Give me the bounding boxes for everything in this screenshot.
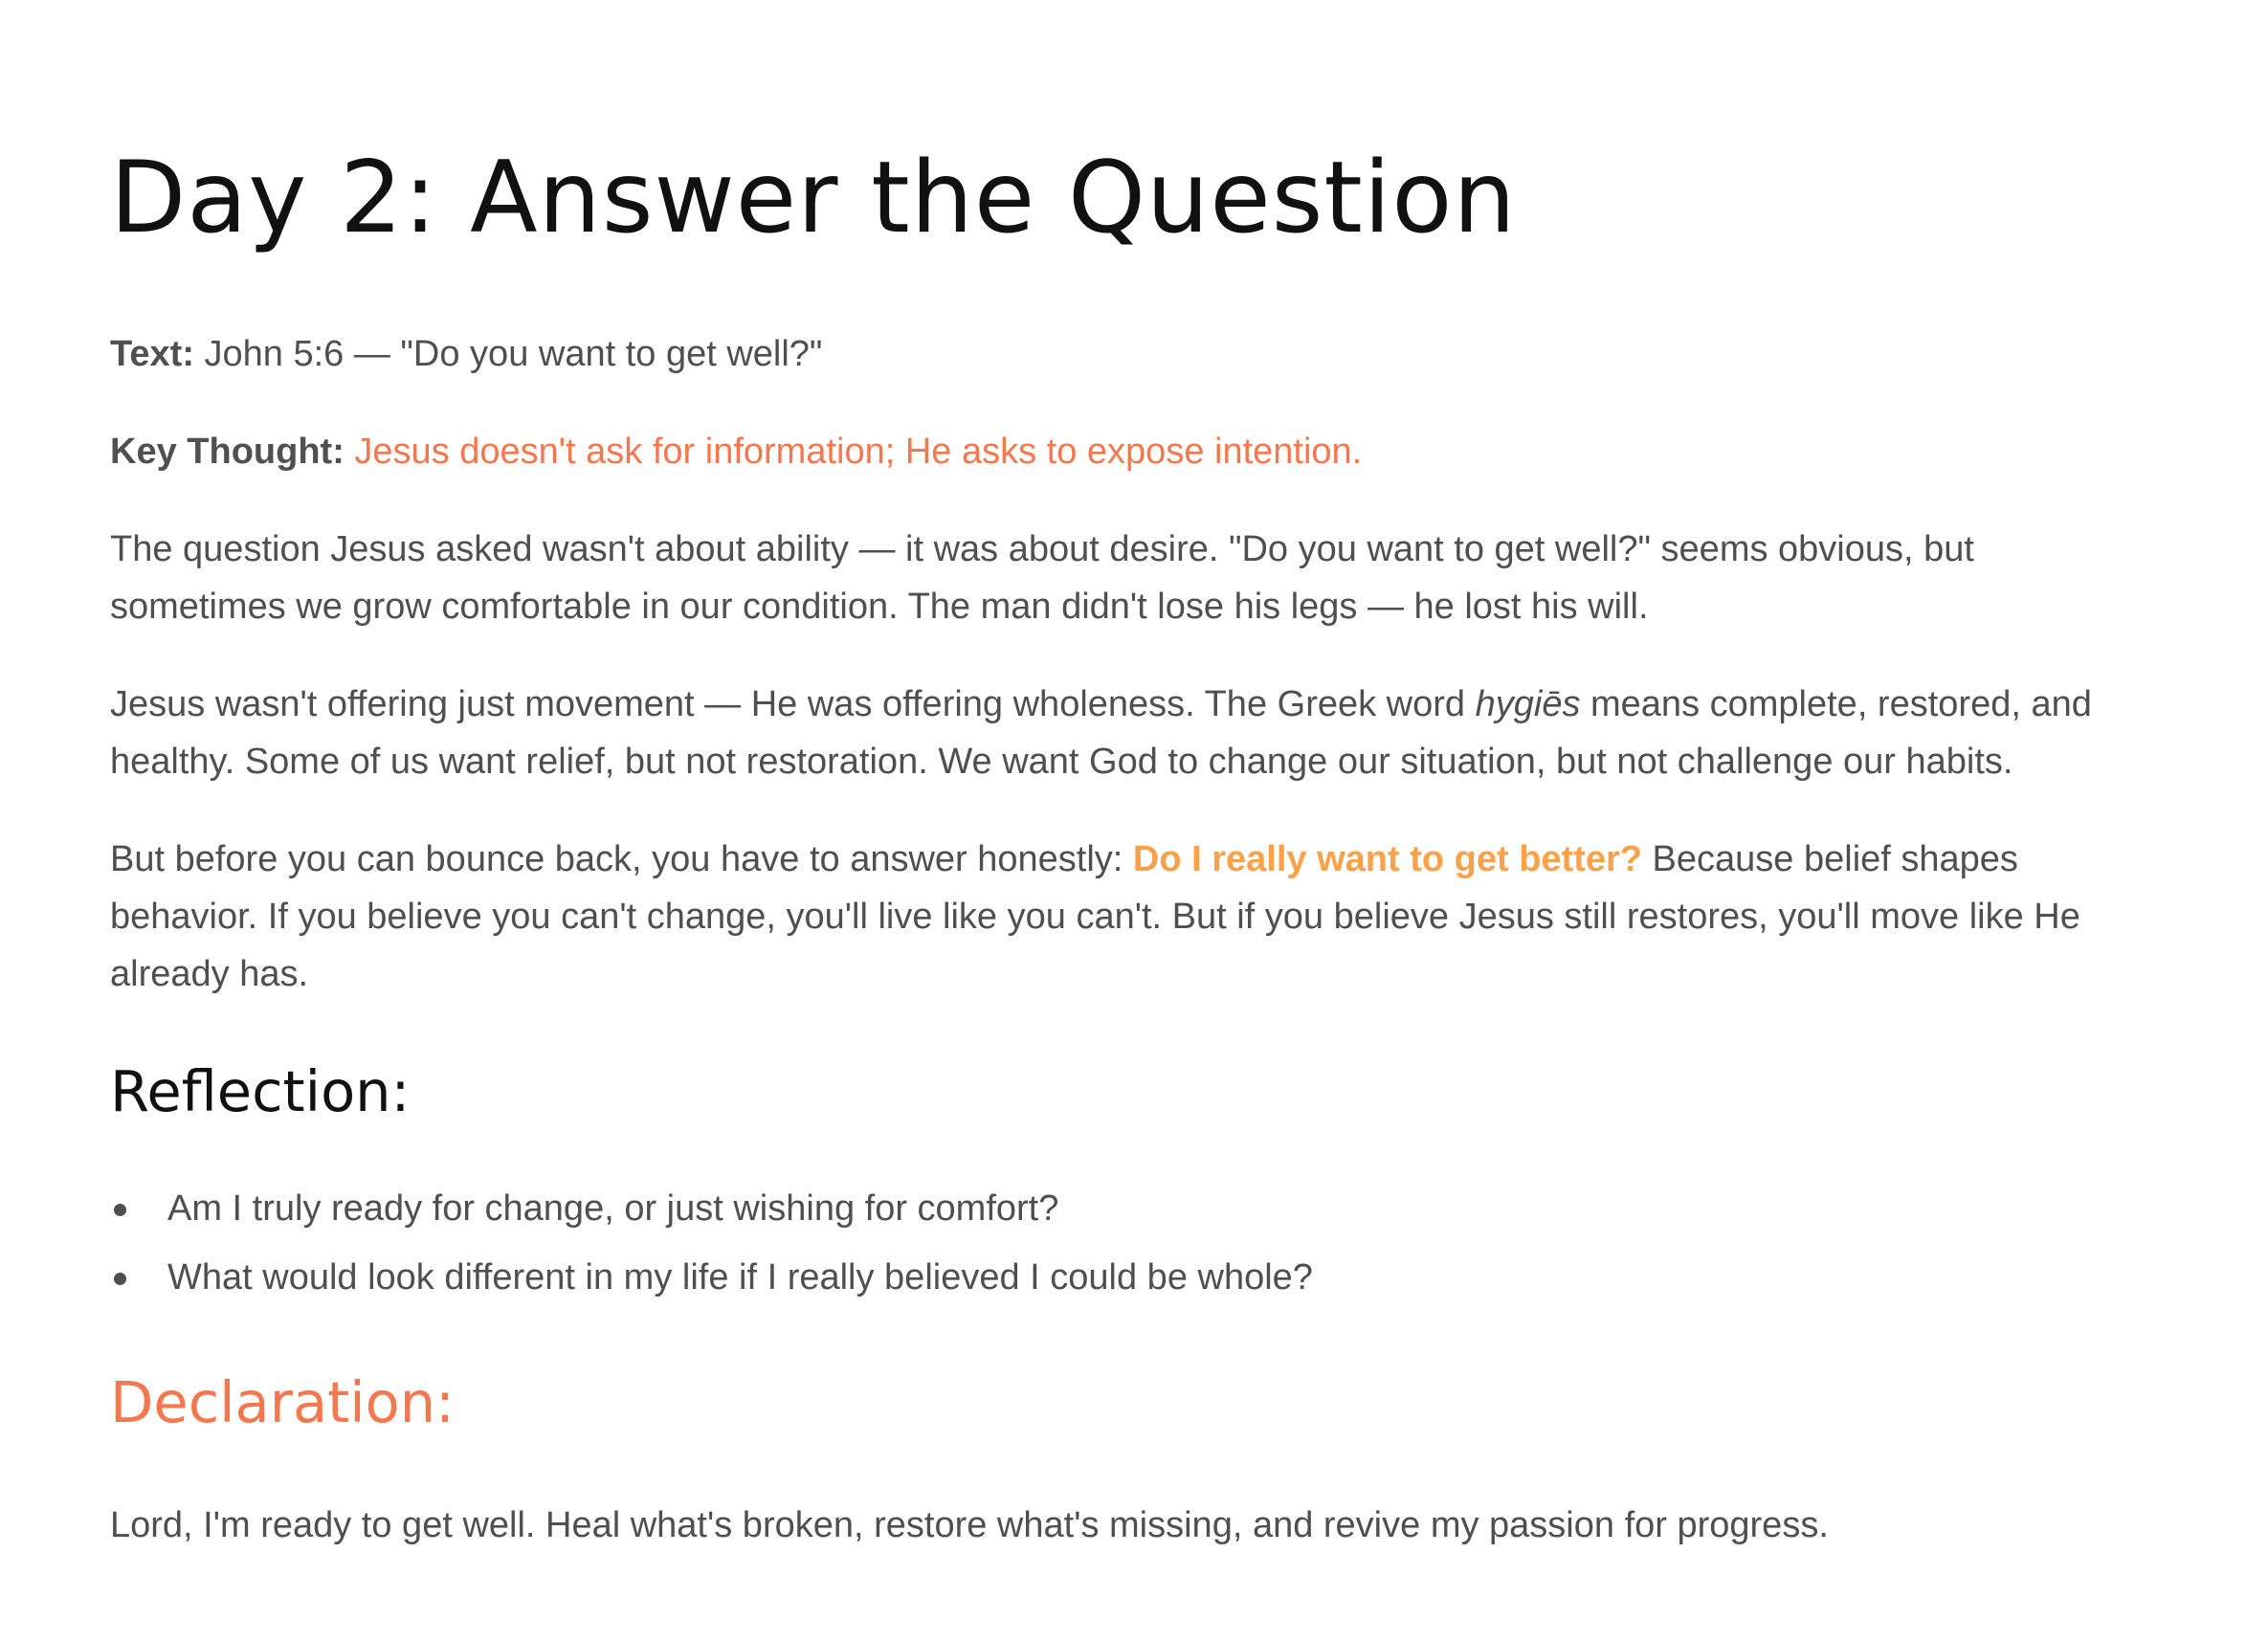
body-paragraph-2-start: Jesus wasn't offering just movement — He was offering wholeness. The Greek word [110, 684, 1476, 725]
reflection-list [110, 1180, 2158, 1306]
list-item [110, 1249, 2158, 1306]
body-paragraph-3-end: Because belief shapes behavior. If you believe you can't change, you'll live like you can't. But if you believe Jesus still restores, you'll move like He already has. [110, 839, 2080, 995]
body-paragraph-2-end: means complete, restored, and healthy. Some of us want relief, but not restoration. We want God to change our situation, but not challenge our habits. [110, 684, 2092, 783]
reflection-item-text: Am I truly ready for change, or just wishing for comfort? [167, 1188, 1059, 1230]
reflection-item-text: What would look different in my life if I really believed I could be whole? [167, 1257, 1313, 1298]
page-title: Day 2: Answer the Question [110, 141, 1517, 255]
declaration-heading: Declaration: [110, 1369, 456, 1436]
key-thought-label: Key Thought: [110, 432, 345, 473]
list-item [110, 1180, 2158, 1237]
body-paragraph-2 [110, 676, 2158, 790]
body-paragraph-1: The question Jesus asked wasn't about ability — it was about desire. "Do you want to get well?" seems obvious, but sometimes we grow comfortable in our condition. The man didn't lose his legs — he lost his will. [110, 529, 1974, 628]
body-paragraph-3-start: But before you can bounce back, you have to answer honestly: [110, 839, 1133, 880]
scripture-text-line [110, 325, 2158, 383]
bullet-icon [114, 1273, 126, 1285]
reflection-heading: Reflection: [110, 1058, 411, 1125]
body-paragraph-3 [110, 831, 2158, 1003]
highlighted-question: Do I really want to get better? [1132, 839, 1642, 880]
declaration-text: Lord, I'm ready to get well. Heal what's broken, restore what's missing, and revive my passion for progress. [110, 1505, 1829, 1546]
scripture-reference: John 5:6 — "Do you want to get well?" [204, 334, 823, 375]
key-thought-text: Jesus doesn't ask for information; He asks to expose intention. [354, 432, 1363, 473]
bullet-icon [114, 1204, 126, 1216]
greek-word: hygiēs [1475, 684, 1581, 725]
scripture-label: Text: [110, 334, 194, 375]
key-thought-line [110, 423, 2158, 480]
